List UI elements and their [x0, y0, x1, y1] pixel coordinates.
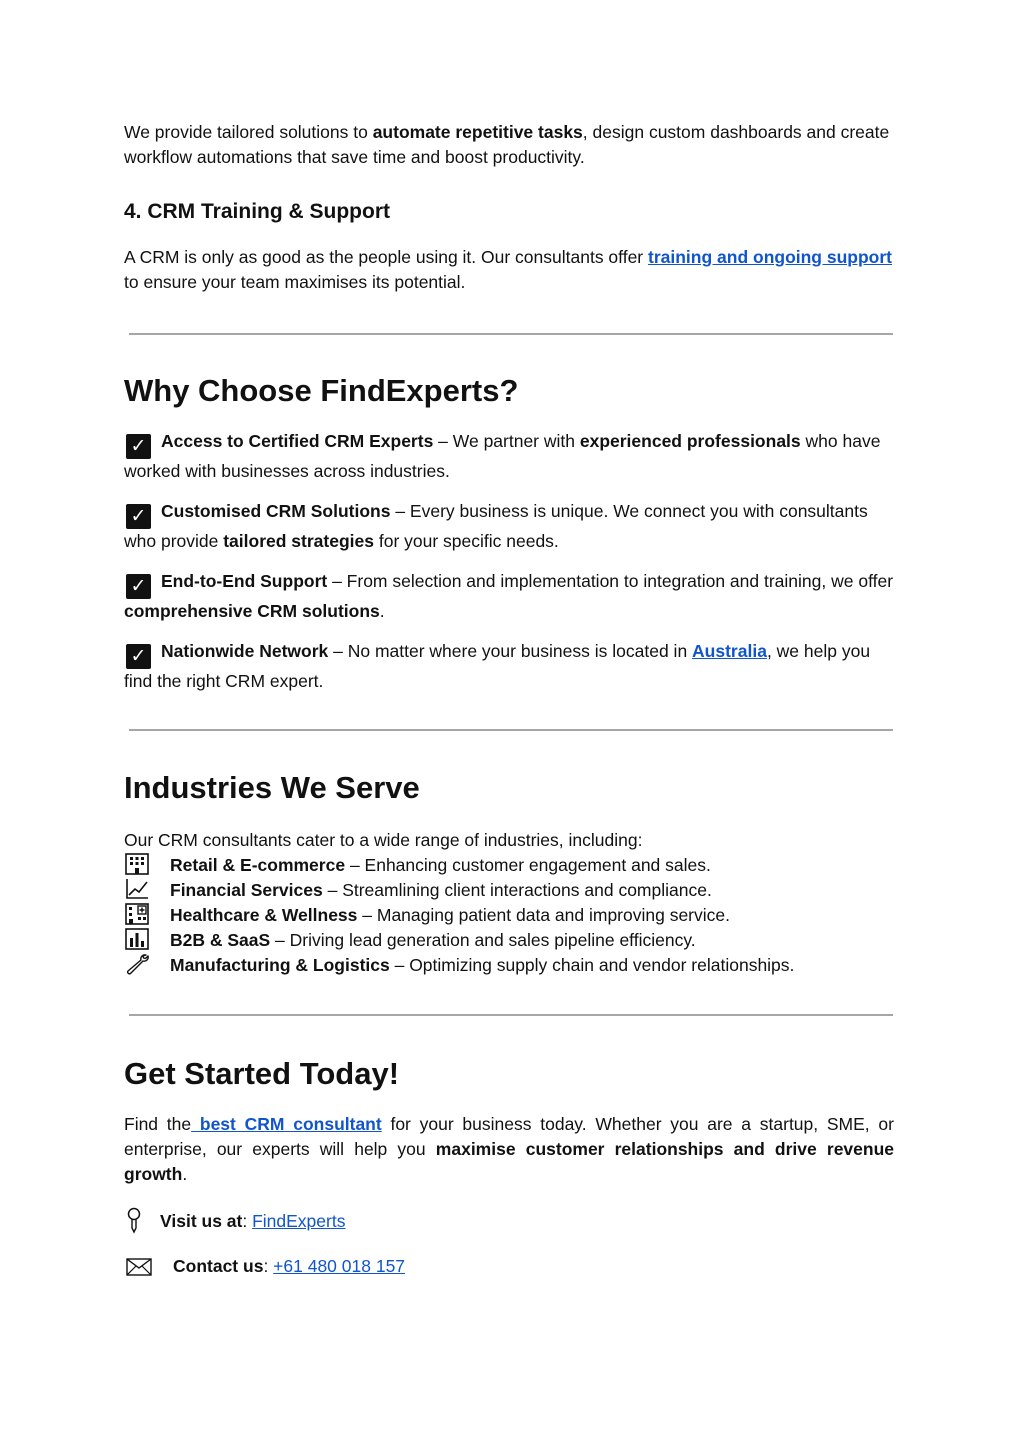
contact-label: Contact us — [173, 1256, 264, 1276]
training-text: A CRM is only as good as the people using it. Our consultants offer — [124, 247, 648, 267]
findexperts-link[interactable]: FindExperts — [252, 1211, 346, 1231]
visit-line — [124, 1209, 894, 1234]
why-item — [124, 499, 894, 554]
why-item-bold: experienced professionals — [579, 431, 801, 451]
industry-item — [124, 853, 894, 878]
industry-title: Healthcare & Wellness — [170, 905, 358, 925]
why-item-text: – From selection and implementation to integration and training, we offer — [327, 571, 894, 591]
why-item-text-end: who have worked with businesses across industries. — [124, 431, 881, 481]
industry-desc: – Optimizing supply chain and vendor relationships. — [389, 955, 795, 975]
envelope-icon — [126, 1258, 152, 1276]
industries-list — [124, 828, 894, 978]
training-link[interactable]: training and ongoing support — [648, 247, 892, 267]
industry-title: Financial Services — [170, 880, 323, 900]
why-item-text-end: , we help you find the right CRM expert. — [124, 641, 871, 691]
started-bold: maximise customer relationships and drive revenue growth — [124, 1139, 895, 1184]
why-item-bold: comprehensive CRM solutions — [124, 601, 380, 621]
bar-chart-icon — [124, 928, 150, 950]
wrench-icon — [124, 953, 150, 975]
industry-item — [124, 928, 894, 953]
why-item-text-end: for your specific needs. — [373, 531, 559, 551]
training-heading: 4. CRM Training & Support — [124, 200, 390, 223]
check-mark-icon: ✓ — [126, 574, 151, 599]
check-mark-icon: ✓ — [126, 434, 151, 459]
started-text: Find the — [124, 1114, 192, 1134]
visit-label: Visit us at — [160, 1211, 243, 1231]
phone-link[interactable]: +61 480 018 157 — [273, 1256, 406, 1276]
why-item — [124, 569, 894, 624]
why-item — [124, 429, 894, 484]
hospital-icon — [124, 903, 150, 925]
industries-intro: Our CRM consultants cater to a wide range of industries, including: — [124, 830, 643, 850]
industries-heading: Industries We Serve — [124, 770, 420, 805]
section-divider — [129, 1014, 893, 1016]
training-paragraph — [124, 245, 894, 295]
why-item-title: End-to-End Support — [161, 571, 328, 591]
intro-bold: automate repetitive tasks — [372, 122, 583, 142]
industry-item — [124, 953, 894, 978]
industry-desc: – Streamlining client interactions and compliance. — [322, 880, 712, 900]
industry-item — [124, 903, 894, 928]
industry-title: B2B & SaaS — [170, 930, 271, 950]
industry-title: Retail & E-commerce — [170, 855, 346, 875]
why-item — [124, 639, 894, 694]
visit-sep: : — [242, 1211, 253, 1231]
industry-item — [124, 878, 894, 903]
intro-paragraph — [124, 120, 894, 170]
why-item-text-end: . — [379, 601, 385, 621]
check-mark-icon: ✓ — [126, 504, 151, 529]
contact-sep: : — [263, 1256, 274, 1276]
training-text-end: to ensure your team maximises its potential. — [124, 272, 466, 292]
why-item-title: Access to Certified CRM Experts — [161, 431, 434, 451]
industry-desc: – Driving lead generation and sales pipeline efficiency. — [270, 930, 696, 950]
intro-text: We provide tailored solutions to — [124, 122, 373, 142]
pushpin-icon — [126, 1207, 142, 1235]
industry-title: Manufacturing & Logistics — [170, 955, 390, 975]
check-mark-icon: ✓ — [126, 644, 151, 669]
why-item-title: Nationwide Network — [161, 641, 329, 661]
contact-line — [124, 1254, 894, 1279]
chart-increasing-icon — [124, 878, 150, 900]
why-item-bold: tailored strategies — [223, 531, 374, 551]
section-divider — [129, 729, 893, 731]
started-text-end: . — [182, 1164, 188, 1184]
industry-desc: – Managing patient data and improving service. — [357, 905, 730, 925]
started-text-mid: for your business today. Whether you are a startup, SME, or enterprise, our experts will help you — [124, 1114, 894, 1159]
australia-link[interactable]: Australia — [692, 641, 767, 661]
intro-text-end: , design custom dashboards and create workflow automations that save time and boost productivity. — [124, 122, 890, 167]
why-item-text: – Every business is unique. We connect you with consultants who provide — [124, 501, 868, 551]
started-paragraph — [124, 1112, 894, 1187]
why-item-text: – We partner with — [433, 431, 580, 451]
best-crm-consultant-link[interactable]: best CRM consultant — [191, 1114, 382, 1134]
why-item-title: Customised CRM Solutions — [161, 501, 391, 521]
why-heading: Why Choose FindExperts? — [124, 373, 519, 408]
started-heading: Get Started Today! — [124, 1056, 400, 1091]
industry-desc: – Enhancing customer engagement and sales. — [345, 855, 711, 875]
section-divider — [129, 333, 893, 335]
office-building-icon — [124, 853, 150, 875]
why-item-text: – No matter where your business is located in — [328, 641, 693, 661]
